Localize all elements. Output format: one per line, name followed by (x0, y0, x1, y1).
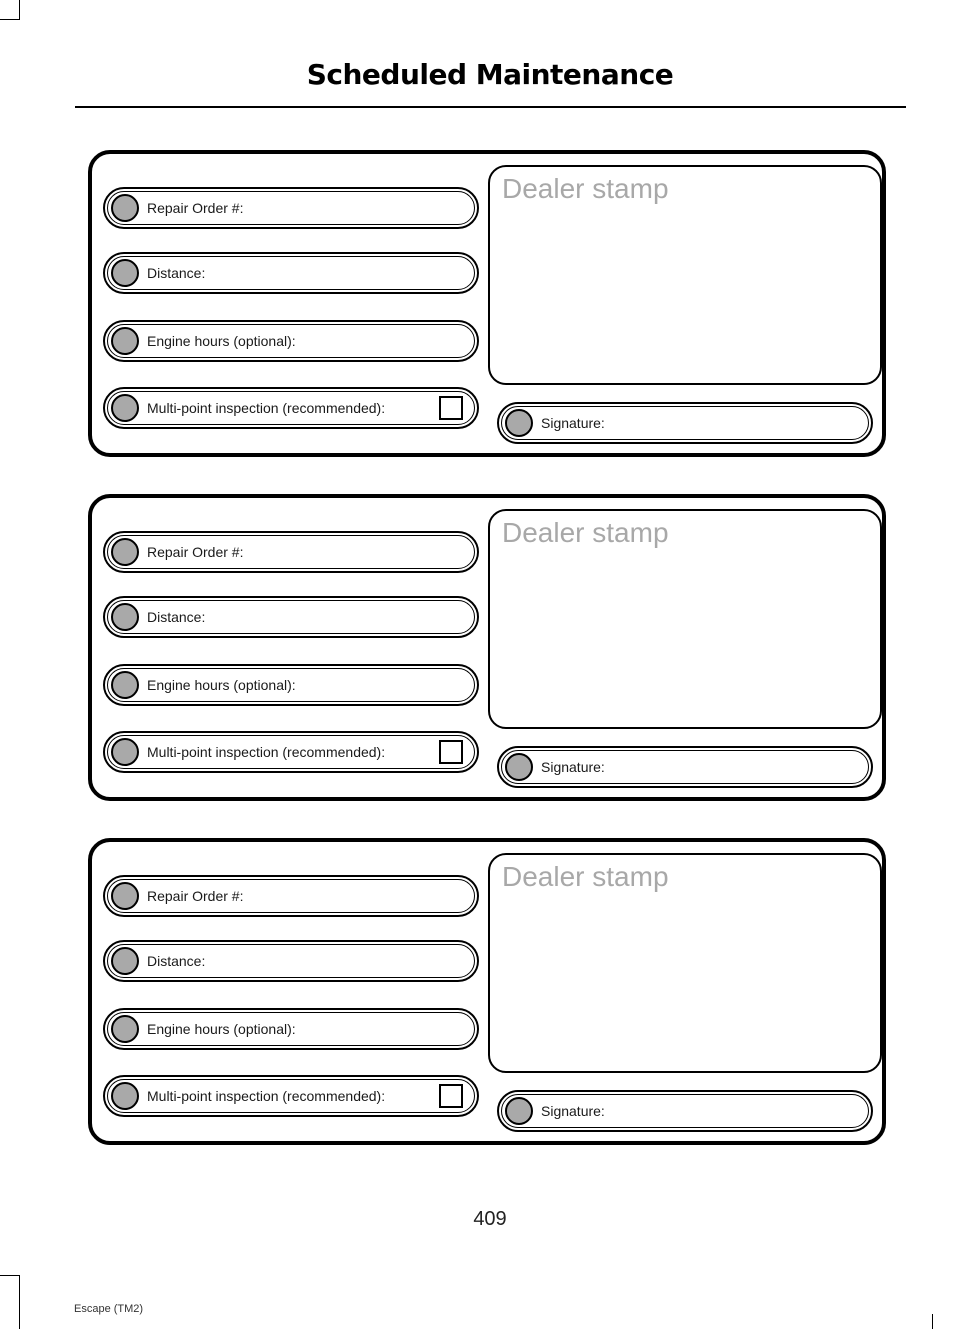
repair-order-label: Repair Order #: (147, 888, 244, 904)
crop-mark (932, 1314, 933, 1329)
bullet-icon (111, 738, 139, 766)
dealer-stamp-box[interactable] (488, 509, 882, 729)
page-title: Scheduled Maintenance (306, 58, 674, 91)
signature-label: Signature: (541, 415, 605, 431)
crop-mark (0, 19, 20, 20)
repair-order-field[interactable] (103, 187, 479, 229)
inspection-field (103, 387, 479, 429)
distance-label: Distance: (147, 265, 206, 281)
bullet-icon (505, 409, 533, 437)
crop-mark (19, 1275, 20, 1329)
dealer-stamp-box[interactable] (488, 853, 882, 1073)
crop-mark (0, 1275, 20, 1276)
distance-label: Distance: (147, 609, 206, 625)
dealer-stamp-label: Dealer stamp (502, 861, 669, 892)
bullet-icon (505, 753, 533, 781)
distance-label: Distance: (147, 953, 206, 969)
bullet-icon (111, 538, 139, 566)
engine-hours-label: Engine hours (optional): (147, 1021, 296, 1037)
maintenance-record (88, 838, 886, 1145)
repair-order-label: Repair Order #: (147, 544, 244, 560)
repair-order-label: Repair Order #: (147, 200, 244, 216)
bullet-icon (111, 882, 139, 910)
distance-field[interactable] (103, 940, 479, 982)
signature-label: Signature: (541, 1103, 605, 1119)
bullet-icon (111, 1082, 139, 1110)
bullet-icon (111, 1015, 139, 1043)
bullet-icon (111, 327, 139, 355)
signature-field[interactable] (497, 746, 873, 788)
inspection-field (103, 731, 479, 773)
inspection-checkbox[interactable] (439, 1084, 463, 1108)
bullet-icon (505, 1097, 533, 1125)
inspection-field (103, 1075, 479, 1117)
engine-hours-field[interactable] (103, 664, 479, 706)
inspection-label: Multi-point inspection (recommended): (147, 400, 386, 416)
engine-hours-field[interactable] (103, 320, 479, 362)
bullet-icon (111, 947, 139, 975)
bullet-icon (111, 671, 139, 699)
inspection-checkbox[interactable] (439, 396, 463, 420)
inspection-label: Multi-point inspection (recommended): (147, 1088, 386, 1104)
title-rule (75, 106, 906, 108)
page-number: 409 (473, 1208, 507, 1230)
inspection-checkbox[interactable] (439, 740, 463, 764)
signature-field[interactable] (497, 402, 873, 444)
inspection-label: Multi-point inspection (recommended): (147, 744, 386, 760)
repair-order-field[interactable] (103, 531, 479, 573)
signature-label: Signature: (541, 759, 605, 775)
signature-field[interactable] (497, 1090, 873, 1132)
bullet-icon (111, 603, 139, 631)
repair-order-field[interactable] (103, 875, 479, 917)
engine-hours-label: Engine hours (optional): (147, 333, 296, 349)
engine-hours-field[interactable] (103, 1008, 479, 1050)
maintenance-record (88, 494, 886, 801)
engine-hours-label: Engine hours (optional): (147, 677, 296, 693)
distance-field[interactable] (103, 252, 479, 294)
dealer-stamp-label: Dealer stamp (502, 173, 669, 204)
bullet-icon (111, 259, 139, 287)
distance-field[interactable] (103, 596, 479, 638)
dealer-stamp-box[interactable] (488, 165, 882, 385)
maintenance-record (88, 150, 886, 457)
bullet-icon (111, 394, 139, 422)
crop-mark (19, 0, 20, 20)
dealer-stamp-label: Dealer stamp (502, 517, 669, 548)
bullet-icon (111, 194, 139, 222)
footer-model: Escape (TM2) (74, 1303, 144, 1315)
